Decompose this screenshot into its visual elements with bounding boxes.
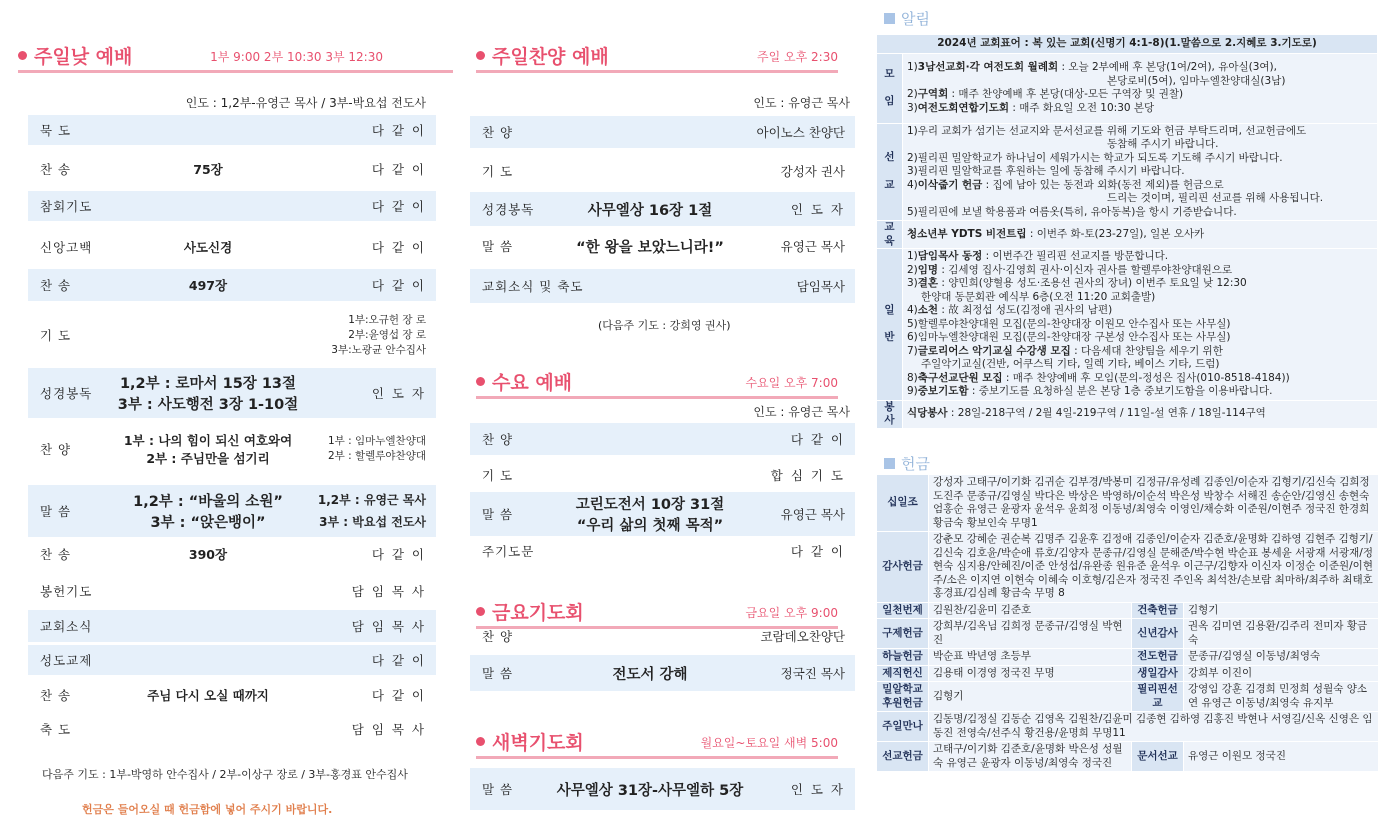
order-content-line: 사무엘상 16장 1절 — [587, 202, 713, 219]
order-person — [791, 768, 845, 810]
order-content — [108, 269, 308, 301]
dawn-service-header — [476, 728, 838, 758]
order-content — [108, 151, 308, 187]
divider — [18, 70, 453, 73]
announcement-line: 본당로비(5여), 임마누엘찬양대실(3남) — [1107, 74, 1286, 87]
order-person — [791, 535, 845, 567]
category-char: 사 — [884, 414, 895, 426]
order-row — [28, 538, 436, 570]
order-label: 찬 양 — [482, 629, 514, 644]
order-label: 묵 도 — [40, 123, 72, 138]
offering-header: 헌금 — [884, 453, 930, 473]
order-person — [372, 538, 426, 570]
announcement-line: 주일악기교실(건반, 어쿠스틱 기타, 일렉 기타, 베이스 기타, 드럼) — [921, 358, 1220, 370]
order-row — [470, 423, 855, 455]
order-label: 주기도문 — [482, 544, 535, 559]
offering-names: 권옥 김미연 김용환/김주리 전미자 황금숙 — [1184, 619, 1379, 649]
wednesday-time: 수요일 오후 7:00 — [745, 376, 838, 390]
order-row — [28, 678, 436, 712]
order-content — [555, 229, 745, 263]
order-person-line: 2부 : 할렐루야찬양대 — [327, 450, 426, 462]
order-person-line: 다 같 이 — [371, 199, 426, 214]
order-content — [555, 492, 745, 536]
order-label: 찬 송 — [40, 162, 72, 177]
order-person-line: 담임목사 — [796, 279, 845, 294]
offering-category: 주일만나 — [877, 712, 929, 742]
order-row — [28, 610, 436, 642]
order-person — [372, 368, 426, 418]
announcement-line: 2)임명 : 김세영 집사·김영희 권사·이신자 권사를 할렐루야찬양대원으로 — [907, 263, 1233, 276]
bullet-icon — [476, 607, 485, 616]
order-person-line: 담 임 목 사 — [351, 722, 426, 737]
order-person — [372, 115, 426, 145]
order-row — [28, 191, 436, 221]
order-content — [108, 306, 308, 364]
order-content — [108, 645, 308, 675]
order-label: 기 도 — [40, 328, 72, 343]
order-row — [470, 192, 855, 226]
tithe-names: 강성자 고태구/이기화 김귀순 김부경/박봉미 김정규/유성례 김종인/이순자 김형기/김신숙 김희정 도진주 문종규/김영실 박다은 박상은 박영하/이순석 박은성 박창수 서해진 송순안/김영신 송현숙 엄홍순 유영근 윤광자 윤석우 윤희정 이동녕/최영숙 이영인/채승화 이준원/이현주 정국진 한경희 황금숙 황보인숙 무명1 — [929, 475, 1379, 532]
order-person-line: 2부:윤영섭 장 로 — [348, 328, 426, 341]
order-content-line: 사무엘상 31장-사무엘하 5장 — [556, 782, 744, 799]
announcement-category — [877, 53, 903, 123]
offering-names: 김원찬/김윤미 김준호 — [929, 602, 1132, 619]
order-content — [108, 610, 308, 642]
order-person — [757, 116, 846, 148]
category-char: 선 — [884, 151, 895, 164]
order-label: 성경봉독 — [40, 386, 93, 401]
order-row — [470, 269, 855, 303]
offering-category: 일천번제 — [877, 602, 929, 619]
order-row — [28, 645, 436, 675]
announcement-line: 8)축구선교단원 모집 : 매주 찬양예배 후 모임(문의-정성은 집사(010-8518-4184)) — [907, 371, 1290, 384]
order-content-line1: 1부 : 나의 힘이 되신 여호와여 — [123, 433, 293, 448]
wednesday-title: 수요 예배 — [492, 372, 573, 394]
order-person — [771, 458, 845, 492]
order-person — [372, 645, 426, 675]
order-person-line: 인 도 자 — [790, 202, 845, 217]
order-label: 교회소식 및 축도 — [482, 279, 584, 294]
order-person — [791, 192, 845, 226]
order-label: 말 씀 — [482, 239, 514, 254]
order-person-line: 다 같 이 — [371, 240, 426, 255]
order-row — [28, 306, 436, 364]
offering-note: 헌금은 들어오실 때 헌금함에 넣어 주시기 바랍니다. — [82, 803, 333, 816]
order-content — [555, 458, 745, 492]
thanks-label: 감사헌금 — [877, 532, 929, 603]
order-content — [555, 768, 745, 810]
announcement-line: 식당봉사 : 28일-218구역 / 2월 4일-219구역 / 11일-설 연휴 / 18일-114구역 — [907, 407, 1266, 420]
order-content-line: 전도서 강해 — [612, 666, 688, 683]
sunday-title: 주일낮 예배 — [34, 46, 133, 68]
order-row — [470, 116, 855, 148]
order-row — [28, 575, 436, 607]
order-content — [108, 485, 308, 537]
order-row — [28, 229, 436, 265]
offering-names: 김용태 이경영 정국진 무명 — [929, 665, 1132, 682]
order-content — [108, 368, 308, 418]
order-person-line: 다 같 이 — [790, 544, 845, 559]
order-content-line: 390장 — [188, 547, 228, 562]
order-row — [470, 458, 855, 492]
order-person — [331, 306, 426, 364]
sunday-next-prayer: 다음주 기도 : 1부-박영하 안수집사 / 2부-이상구 장로 / 3부-홍경표 안수집사 — [42, 768, 408, 781]
order-label: 기 도 — [482, 164, 514, 179]
order-row — [470, 655, 855, 691]
wednesday-service-header — [476, 368, 838, 398]
order-label: 신앙고백 — [40, 240, 93, 255]
order-content — [555, 655, 745, 691]
order-row — [28, 115, 436, 145]
order-row — [28, 368, 436, 418]
order-content — [108, 575, 308, 607]
order-content — [108, 229, 308, 265]
offering-category: 생일감사 — [1132, 665, 1184, 682]
thanks-names: 강춘모 강혜순 권순복 김명주 김윤후 김정애 김종인/이순자 김준호/윤명화 김하영 김현주 김형기/김신숙 김호윤/박순애 류호/김양자 문종규/김영실 문해준/박수현 박순표 봉세윤 서광재 서광재/정현숙 심지용/안혜진/이준 안성섭/유완종 원유준 윤석우 이근구/김향자 이신자 이정순 이준원/이현주/소은 이지연 이현숙 이혜숙 이호형/김은자 정국진 주인옥 최석찬/손보람 최마하/최주하 최태호 홍경표/김심례 황금숙 무명 8 — [929, 532, 1379, 603]
dawn-title: 새벽기도회 — [492, 732, 584, 754]
offering-category: 하늘헌금 — [877, 649, 929, 666]
order-person — [352, 575, 426, 607]
order-person — [352, 610, 426, 642]
order-content — [555, 535, 745, 567]
order-content — [108, 191, 308, 221]
praise-service-header — [476, 42, 838, 72]
order-person — [372, 151, 426, 187]
order-person — [372, 191, 426, 221]
wednesday-leader: 인도 : 유영근 목사 — [753, 405, 850, 419]
order-person-line: 아이노스 찬양단 — [756, 125, 845, 140]
order-person-line: 3부:노광균 안수집사 — [331, 343, 426, 356]
order-person — [318, 485, 426, 537]
offering-table — [876, 474, 1379, 772]
bullet-icon — [476, 737, 485, 746]
announcement-header: 알림 — [884, 8, 930, 28]
order-content-line: 497장 — [188, 278, 228, 293]
offering-category: 선교헌금 — [877, 742, 929, 772]
order-person — [372, 678, 426, 712]
order-person-line: 코람데오찬양단 — [760, 629, 845, 644]
offering-names: 고태구/이기화 김준호/윤명화 박은성 성월숙 유영근 윤광자 이동녕/최영숙 정국진 — [929, 742, 1132, 772]
friday-service-header — [476, 598, 838, 628]
order-content-line2: 3부 : “앉은뱅이” — [150, 515, 266, 531]
order-content-line: “한 왕을 보았느니라!” — [576, 239, 724, 256]
announcement-line: 한양대 동문회관 예식부 6층(오전 11:20 교회출발) — [921, 290, 1156, 303]
offering-category: 밀알학교 후원헌금 — [877, 682, 929, 712]
category-char: 교 — [884, 178, 895, 191]
order-label: 기 도 — [482, 468, 514, 483]
order-row — [470, 768, 855, 810]
announcement-line: 4)이삭줍기 헌금 : 집에 남아 있는 동전과 외화(동전 제외)를 헌금으로 — [907, 178, 1224, 191]
divider — [476, 756, 838, 759]
order-row — [470, 229, 855, 263]
offering-names: 강희부/김옥님 김희정 문종규/김영실 박현진 — [929, 619, 1132, 649]
announcement-line: 2)필리핀 밀알학교가 하나님이 세워가시는 학교가 되도록 기도해 주시기 바랍니다. — [907, 151, 1283, 164]
announcement-line: 1)3남선교회·각 여전도회 월례회 : 오늘 2부예배 후 본당(1여/2여), 유아실(3여), — [907, 61, 1277, 73]
order-person — [781, 229, 845, 263]
praise-next-prayer: (다음주 기도 : 강희영 권사) — [598, 319, 731, 332]
order-content — [555, 192, 745, 226]
order-person-line: 다 같 이 — [371, 123, 426, 138]
category-char: 모 — [884, 67, 895, 80]
offering-names: 박순표 박년영 초등부 — [929, 649, 1132, 666]
announcement-table — [876, 34, 1378, 429]
order-row — [28, 485, 436, 537]
announcement-line: 7)글로리어스 악기교실 수강생 모집 : 다음세대 찬양팀을 세우기 위한 — [907, 344, 1223, 357]
order-person-line: 합 심 기 도 — [770, 468, 845, 483]
order-person-line: 다 같 이 — [371, 547, 426, 562]
order-person — [760, 625, 845, 647]
order-content — [108, 115, 308, 145]
offering-names: 김동명/김정실 김동순 김영옥 김원찬/김윤미 김종현 김하영 김홍진 박현나 서영길/신옥 신영은 임동진 전영숙/선주식 황건용/윤명희 무명11 — [929, 712, 1379, 742]
announcement-line: 3)결혼 : 양민희(양혈용 성도·조용선 권사의 장녀) 이번주 토요일 낮 12:30 — [907, 277, 1247, 289]
order-row — [28, 713, 436, 745]
order-content-line2: “우리 삶의 첫째 목적” — [576, 518, 724, 534]
order-content-line1: 1,2부 : “바울의 소원” — [133, 494, 283, 510]
announcement-line: 3)필리핀 밀알학교를 후원하는 일에 동참해 주시기 바랍니다. — [907, 165, 1185, 177]
order-content-line1: 고린도전서 10장 31절 — [575, 497, 725, 513]
offering-names: 강희부 이진이 — [1184, 665, 1379, 682]
church-motto-banner: 2024년 교회표어 : 복 있는 교회(신명기 4:1-8)(1.말씀으로 2.지혜로 3.기도로) — [877, 35, 1378, 54]
announcement-line: 2)구역회 : 매주 찬양예배 후 본당(대상-모든 구역장 및 권찰) — [907, 88, 1184, 100]
sunday-leader: 인도 : 1,2부-유영근 목사 / 3부-박요섭 전도사 — [185, 96, 426, 110]
order-row — [470, 155, 855, 187]
order-row — [470, 625, 855, 647]
announcement-body — [903, 400, 1378, 428]
order-person — [372, 269, 426, 301]
order-person-line: 다 같 이 — [371, 162, 426, 177]
order-row — [470, 492, 855, 536]
order-content — [108, 678, 308, 712]
order-content — [555, 423, 745, 455]
divider — [476, 70, 838, 73]
offering-category: 전도헌금 — [1132, 649, 1184, 666]
order-content — [108, 713, 308, 745]
order-person-line: 유영근 목사 — [780, 507, 845, 522]
friday-time: 금요일 오후 9:00 — [745, 606, 838, 620]
order-content-line2: 3부 : 사도행전 3장 1-10절 — [117, 397, 299, 413]
announcement-line: 6)임마누엘찬양대원 모집(문의-찬양대장 구본성 안수집사 또는 사무실) — [907, 331, 1231, 343]
order-label: 성경봉독 — [482, 202, 535, 217]
sunday-time: 1부 9:00 2부 10:30 3부 12:30 — [210, 50, 383, 64]
order-person-line: 1부:오규헌 장 로 — [348, 313, 426, 326]
order-label: 말 씀 — [482, 507, 514, 522]
offering-category: 문서선교 — [1132, 742, 1184, 772]
offering-category: 신년감사 — [1132, 619, 1184, 649]
order-label: 말 씀 — [40, 504, 72, 519]
bullet-icon — [476, 51, 485, 60]
order-label: 찬 양 — [482, 432, 514, 447]
order-person-line: 유영근 목사 — [780, 239, 845, 254]
friday-title: 금요기도회 — [492, 602, 584, 624]
announcement-line: 3)여전도회연합기도회 : 매주 화요일 오전 10:30 본당 — [907, 101, 1155, 114]
dawn-time: 월요일~토요일 새벽 5:00 — [700, 736, 838, 750]
order-content — [555, 155, 745, 187]
offering-category: 구제헌금 — [877, 619, 929, 649]
order-row — [470, 535, 855, 567]
bullet-icon — [476, 377, 485, 386]
order-label: 말 씀 — [482, 782, 514, 797]
order-content-line: 주님 다시 오실 때까지 — [147, 688, 269, 703]
order-label: 교회소식 — [40, 619, 93, 634]
order-content — [108, 538, 308, 570]
divider — [476, 396, 838, 399]
tithe-label: 십일조 — [877, 475, 929, 532]
announcement-line: 5)필리핀에 보낼 학용품과 여름옷(특히, 유아동복)을 항시 기증받습니다. — [907, 205, 1237, 218]
offering-category: 제직헌신 — [877, 665, 929, 682]
square-icon — [884, 458, 895, 469]
order-person-line: 3부 : 박요섭 전도사 — [319, 515, 426, 529]
order-label: 찬 송 — [40, 278, 72, 293]
order-label: 찬 양 — [482, 125, 514, 140]
order-content-line: 사도신경 — [183, 240, 233, 255]
order-label: 찬 송 — [40, 688, 72, 703]
offering-category: 필리핀선교 — [1132, 682, 1184, 712]
announcement-category — [877, 221, 903, 249]
category-char: 봉 — [884, 400, 895, 413]
announcement-body — [903, 249, 1378, 401]
order-person — [352, 713, 426, 745]
offering-names: 김형기 — [1184, 602, 1379, 619]
order-person — [372, 229, 426, 265]
order-person-line: 강성자 권사 — [780, 164, 845, 179]
offering-names: 김형기 — [929, 682, 1132, 712]
category-char: 육 — [884, 234, 895, 247]
praise-leader: 인도 : 유영근 목사 — [753, 96, 850, 110]
category-char: 임 — [884, 95, 895, 107]
category-char: 일 — [884, 303, 895, 316]
announcement-line: 1)담임목사 동정 : 이번주간 필리핀 선교지를 방문합니다. — [907, 250, 1169, 262]
order-label: 봉헌기도 — [40, 584, 93, 599]
order-person-line: 인 도 자 — [790, 782, 845, 797]
offering-names: 강영임 강훈 김경희 민정희 성월숙 양소연 유영근 이동녕/최영숙 유지부 — [1184, 682, 1379, 712]
order-label: 축 도 — [40, 722, 72, 737]
order-person-line: 1부 : 임마누엘찬양대 — [327, 435, 426, 447]
order-person-line: 담 임 목 사 — [351, 619, 426, 634]
announcement-line: 드리는 것이며, 필리핀 선교를 위해 사용됩니다. — [1107, 192, 1324, 204]
order-person-line: 다 같 이 — [790, 432, 845, 447]
order-content — [555, 269, 745, 303]
square-icon — [884, 13, 895, 24]
order-content — [108, 420, 308, 478]
announcement-body — [903, 123, 1378, 221]
praise-title: 주일찬양 예배 — [492, 46, 609, 68]
announcement-line: 1)우리 교회가 섬기는 선교지와 문서선교를 위해 기도와 헌금 부탁드리며, 선교헌금에도 — [907, 124, 1307, 137]
order-person-line: 다 같 이 — [371, 688, 426, 703]
announcement-line: 청소년부 YDTS 비전트립 : 이번주 화-토(23-27일), 일본 오사카 — [907, 227, 1205, 240]
announcement-category — [877, 249, 903, 401]
praise-time: 주일 오후 2:30 — [757, 50, 838, 64]
order-person — [797, 269, 845, 303]
announcement-line: 4)소천 : 故 최정섭 성도(김정애 권사의 남편) — [907, 304, 1113, 316]
offering-category: 건축헌금 — [1132, 602, 1184, 619]
order-person — [781, 155, 845, 187]
offering-names: 유영근 이원모 정국진 — [1184, 742, 1379, 772]
order-content-line1: 1,2부 : 로마서 15장 13절 — [119, 376, 297, 392]
order-row — [28, 420, 436, 478]
announcement-body — [903, 221, 1378, 249]
order-label: 찬 양 — [40, 442, 72, 457]
announcement-line: 동참해 주시기 바랍니다. — [1107, 138, 1219, 150]
offering-names: 문종규/김영실 이동녕/최영숙 — [1184, 649, 1379, 666]
order-person-line: 다 같 이 — [371, 653, 426, 668]
order-person-line: 인 도 자 — [371, 386, 426, 401]
order-content — [555, 625, 745, 647]
announcement-category — [877, 400, 903, 428]
order-label: 찬 송 — [40, 547, 72, 562]
order-person — [781, 492, 845, 536]
category-char: 교 — [884, 221, 895, 233]
order-label: 참회기도 — [40, 199, 93, 214]
order-content-line2: 2부 : 주님만을 섬기리 — [146, 451, 270, 466]
announcement-line: 9)중보기도함 : 중보기도를 요청하실 분은 본당 1층 중보기도함을 이용바랍니다. — [907, 385, 1273, 397]
category-char: 반 — [884, 331, 895, 344]
bullet-icon — [18, 51, 27, 60]
order-row — [28, 151, 436, 187]
order-label: 말 씀 — [482, 666, 514, 681]
order-row — [28, 269, 436, 301]
order-content-line: 75장 — [193, 162, 223, 177]
order-person — [791, 423, 845, 455]
order-person — [781, 655, 845, 691]
announcement-line: 5)할렐루야찬양대원 모집(문의-찬양대장 이원모 안수집사 또는 사무실) — [907, 317, 1231, 330]
order-person-line: 담 임 목 사 — [351, 584, 426, 599]
order-person-line: 다 같 이 — [371, 278, 426, 293]
order-person — [328, 420, 426, 478]
order-person-line: 정국진 목사 — [780, 666, 845, 681]
announcement-category — [877, 123, 903, 221]
announcement-body — [903, 53, 1378, 123]
order-content — [555, 116, 745, 148]
sunday-service-header — [18, 42, 453, 72]
order-person-line: 1,2부 : 유영근 목사 — [317, 493, 426, 507]
order-label: 성도교제 — [40, 653, 93, 668]
